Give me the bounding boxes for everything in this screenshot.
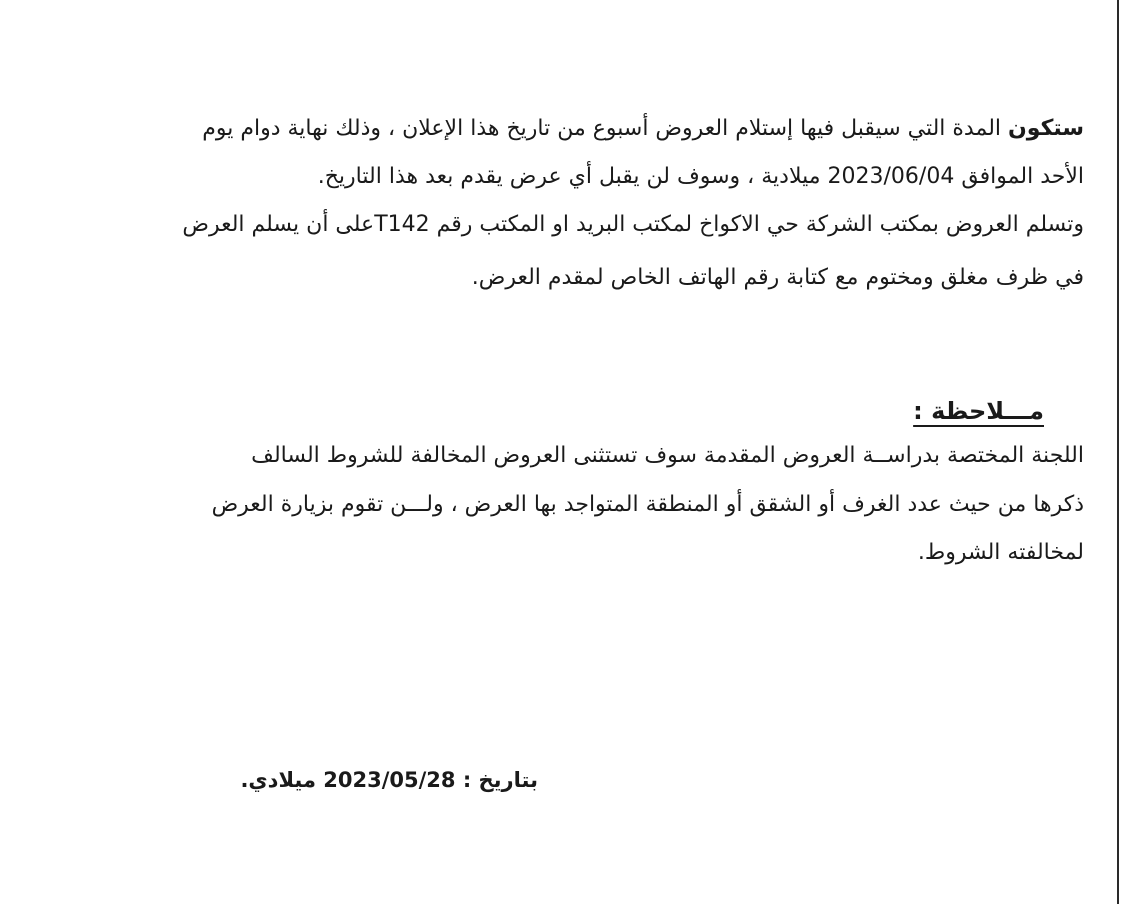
paragraph1-lead-word: ستكون	[1008, 116, 1084, 141]
paragraph1-line4: في ظرف مغلق ومختوم مع كتابة رقم الهاتف الخاص لمقدم العرض.	[471, 265, 1084, 290]
paragraph1-line1-rest: المدة التي سيقبل فيها إستلام العروض أسبوع من تاريخ هذا الإعلان ، وذلك نهاية دوام يوم	[202, 116, 1009, 141]
document-date: بتاريخ : 2023/05/28 ميلادي.	[240, 768, 538, 792]
paragraph1-line1	[202, 116, 1084, 142]
note-heading: مـــلاحظة :	[913, 397, 1044, 425]
paragraph1-line3: وتسلم العروض بمكتب الشركة حي الاكواخ لمكتب البريد او المكتب رقم T142على أن يسلم العرض	[182, 212, 1084, 237]
page-edge-line	[1117, 0, 1119, 904]
paragraph1-line2: الأحد الموافق 2023/06/04 ميلادية ، وسوف لن يقبل أي عرض يقدم بعد هذا التاريخ.	[317, 164, 1084, 189]
note-line3: لمخالفته الشروط.	[917, 540, 1084, 565]
note-line2: ذكرها من حيث عدد الغرف أو الشقق أو المنطقة المتواجد بها العرض ، ولـــن تقوم بزيارة العرض	[211, 492, 1084, 517]
note-line1: اللجنة المختصة بدراســة العروض المقدمة سوف تستثنى العروض المخالفة للشروط السالف	[251, 443, 1084, 468]
